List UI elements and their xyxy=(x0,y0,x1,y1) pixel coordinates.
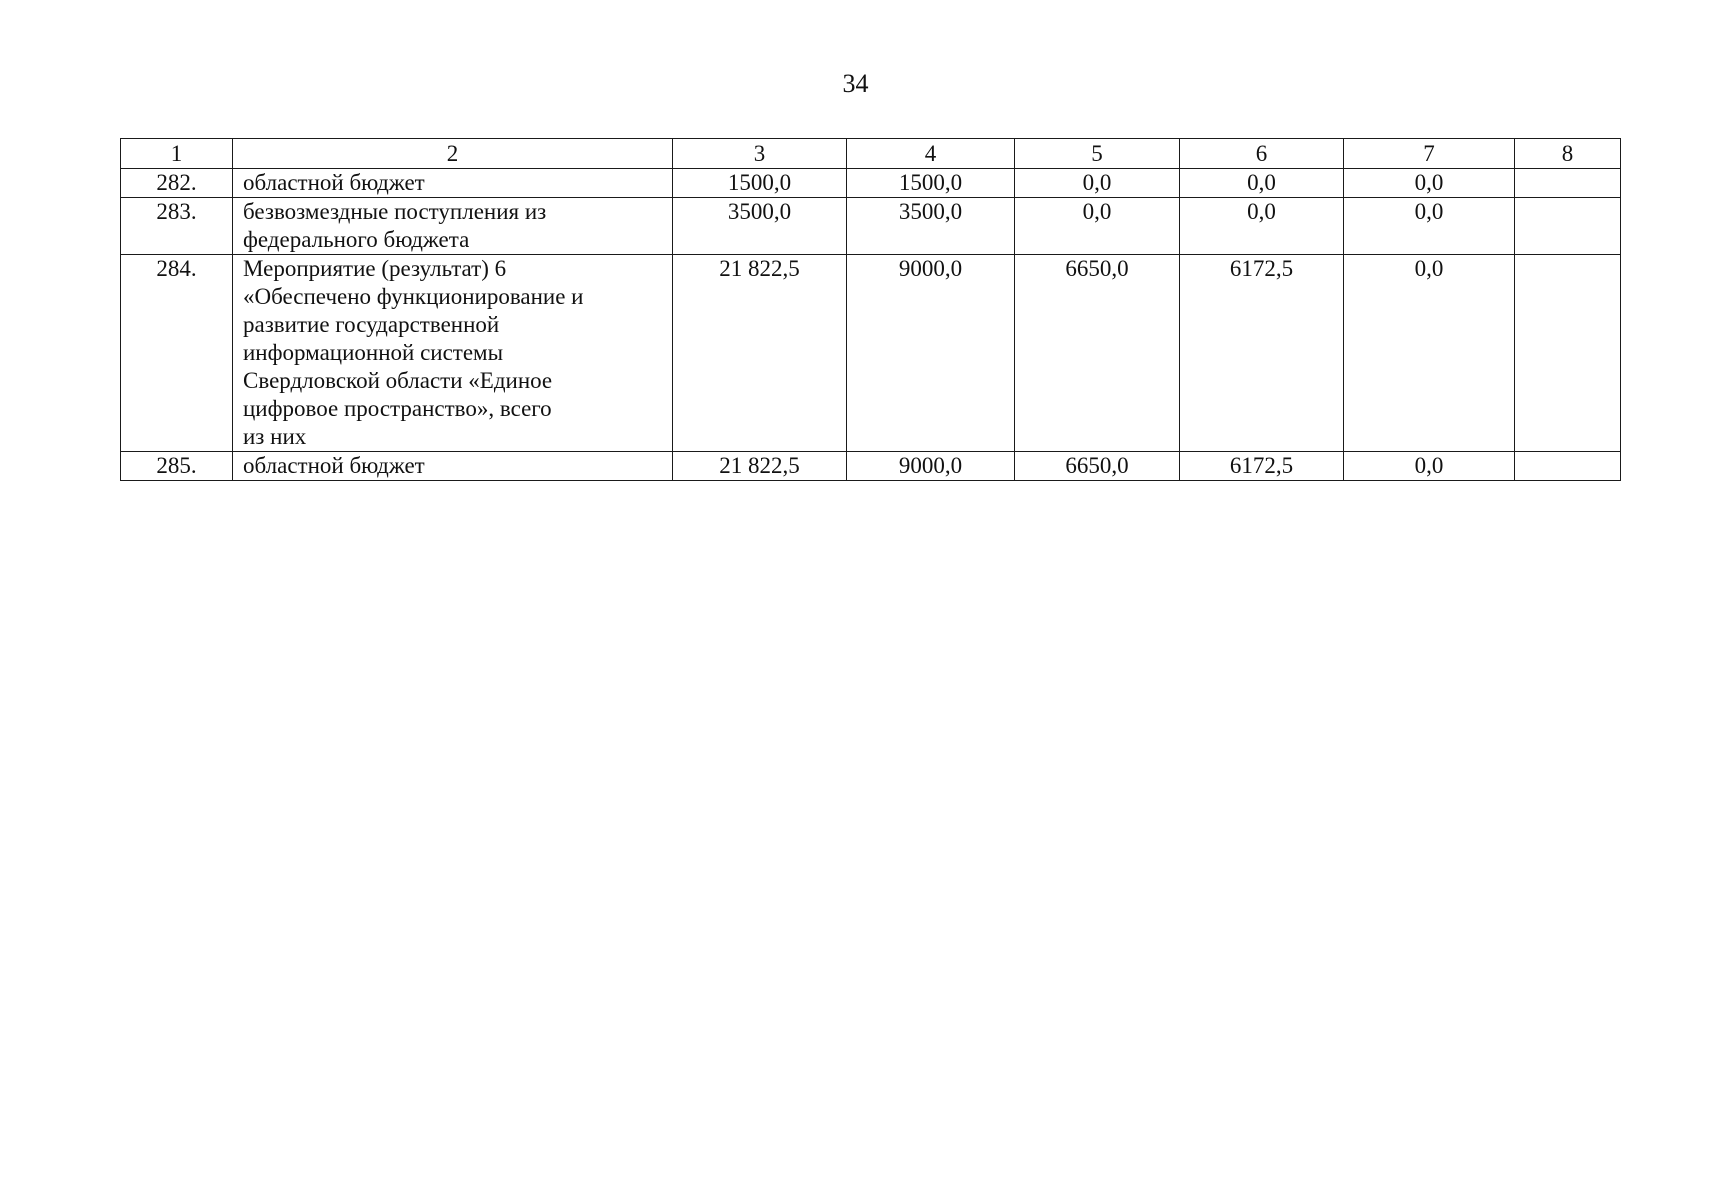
cell-col5: 6650,0 xyxy=(1015,255,1180,452)
cell-col6: 6172,5 xyxy=(1180,255,1344,452)
header-cell: 4 xyxy=(847,139,1015,169)
header-cell: 8 xyxy=(1515,139,1621,169)
table-header-row xyxy=(121,139,1621,169)
row-name-line: «Обеспечено функционирование и xyxy=(243,284,584,309)
cell-col4: 3500,0 xyxy=(847,198,1015,255)
cell-col6: 6172,5 xyxy=(1180,452,1344,481)
header-cell: 1 xyxy=(121,139,233,169)
cell-col4: 9000,0 xyxy=(847,255,1015,452)
row-name-line: развитие государственной xyxy=(243,312,500,337)
row-name xyxy=(233,198,673,255)
cell-col7: 0,0 xyxy=(1344,198,1515,255)
cell-col7: 0,0 xyxy=(1344,169,1515,198)
row-name-line: Свердловской области «Единое xyxy=(243,368,553,393)
cell-col5: 0,0 xyxy=(1015,198,1180,255)
row-name xyxy=(233,452,673,481)
header-cell: 6 xyxy=(1180,139,1344,169)
cell-col4: 9000,0 xyxy=(847,452,1015,481)
header-cell: 5 xyxy=(1015,139,1180,169)
row-name xyxy=(233,169,673,198)
cell-col4: 1500,0 xyxy=(847,169,1015,198)
cell-col8 xyxy=(1515,255,1621,452)
cell-col8 xyxy=(1515,452,1621,481)
cell-col8 xyxy=(1515,198,1621,255)
row-name-line: областной бюджет xyxy=(243,453,425,478)
row-number: 284. xyxy=(121,255,233,452)
table-row xyxy=(121,255,1621,452)
cell-col3: 1500,0 xyxy=(673,169,847,198)
table-row xyxy=(121,452,1621,481)
row-number: 283. xyxy=(121,198,233,255)
cell-col5: 0,0 xyxy=(1015,169,1180,198)
row-name-line: безвозмездные поступления из xyxy=(243,199,547,224)
cell-col8 xyxy=(1515,169,1621,198)
row-name-line: цифровое пространство», всего xyxy=(243,396,552,421)
row-name-line: Мероприятие (результат) 6 xyxy=(243,256,507,281)
header-cell: 3 xyxy=(673,139,847,169)
row-name xyxy=(233,255,673,452)
row-name-line: информационной системы xyxy=(243,340,504,365)
table-row xyxy=(121,169,1621,198)
header-cell: 2 xyxy=(233,139,673,169)
cell-col3: 21 822,5 xyxy=(673,255,847,452)
budget-table xyxy=(120,138,1621,481)
cell-col7: 0,0 xyxy=(1344,255,1515,452)
cell-col3: 21 822,5 xyxy=(673,452,847,481)
row-number: 285. xyxy=(121,452,233,481)
cell-col6: 0,0 xyxy=(1180,169,1344,198)
row-number: 282. xyxy=(121,169,233,198)
row-name-line: из них xyxy=(243,424,307,449)
row-name-line: областной бюджет xyxy=(243,170,425,195)
cell-col5: 6650,0 xyxy=(1015,452,1180,481)
header-cell: 7 xyxy=(1344,139,1515,169)
row-name-line: федерального бюджета xyxy=(243,227,470,252)
table-row xyxy=(121,198,1621,255)
cell-col7: 0,0 xyxy=(1344,452,1515,481)
cell-col3: 3500,0 xyxy=(673,198,847,255)
page-number: 34 xyxy=(842,69,869,98)
cell-col6: 0,0 xyxy=(1180,198,1344,255)
